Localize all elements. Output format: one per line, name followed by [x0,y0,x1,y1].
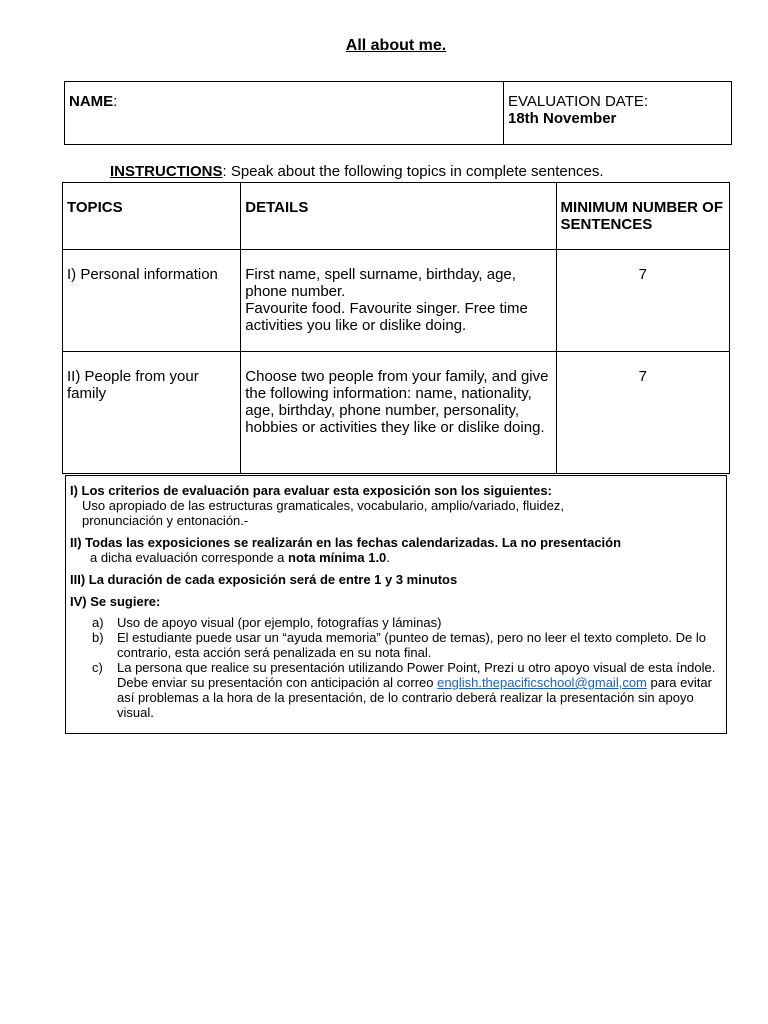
details-cell: Choose two people from your family, and give the following information: name, nationality, age, birthday, phone number, personality, hobbies or activities they like or dislike doing. [241,352,556,474]
instructions [110,163,604,180]
header-details: DETAILS [241,183,556,250]
criteria-1-title: I) Los criterios de evaluación para evaluar esta exposición son los siguientes: [70,483,552,498]
list-item-text-pre: La persona que realice su presentación utilizando Power Point, Prezi u otro apoyo visual de esta índole. Debe enviar su presentación con anticipación al correo [117,660,716,690]
min-sentences-cell: 7 [556,352,729,474]
criteria-4 [70,594,722,720]
topic-cell: II) People from your family [63,352,241,474]
list-item-letter: a) [92,615,104,630]
criteria-1 [70,483,722,528]
criteria-1-line: pronunciación y entonación.- [82,513,249,528]
list-item-text: El estudiante puede usar un “ayuda memoria” (punteo de temas), pero no leer el texto completo. De lo contrario, esta acción será penalizada en su nota final. [117,630,706,660]
criteria-1-line: Uso apropiado de las estructuras gramaticales, vocabulario, amplio/variado, fluidez, [82,498,564,513]
table-row [63,352,730,474]
page-title: All about me. [345,37,447,54]
student-header-box [64,81,732,145]
criteria-3 [70,572,722,587]
evaluation-date-field [504,82,731,144]
list-item [70,615,722,630]
name-field[interactable] [65,82,504,144]
criteria-2-text [70,550,722,565]
table-header-row [63,183,730,250]
details-cell [241,250,556,352]
topics-table [62,182,730,474]
email-link[interactable]: english.thepacificschool@gmail,com [437,675,647,690]
table-row [63,250,730,352]
list-item-letter: c) [92,660,103,675]
list-item [70,660,722,720]
criteria-2-text-post: . [386,550,390,565]
suggestions-list [70,615,722,720]
name-colon: : [113,93,118,110]
list-item-letter: b) [92,630,104,645]
details-line: First name, spell surname, birthday, age, phone number. [245,266,516,300]
criteria-2-min-grade: nota mínima 1.0 [288,550,387,565]
header-topics: TOPICS [63,183,241,250]
criteria-2-text-pre: a dicha evaluación corresponde a [90,550,289,565]
header-min-sentences: MINIMUM NUMBER OF SENTENCES [556,183,729,250]
list-item [70,630,722,660]
criteria-2 [70,535,722,565]
name-label: NAME [69,93,114,110]
list-item-text [117,660,722,720]
instructions-text: : Speak about the following topics in complete sentences. [222,163,604,180]
evaluation-date-value: 18th November [508,110,617,127]
list-item-text: Uso de apoyo visual (por ejemplo, fotografías y láminas) [117,615,442,630]
details-line: Favourite food. Favourite singer. Free time activities you like or dislike doing. [245,300,528,334]
evaluation-criteria-box [65,475,727,734]
list-item-text-post: para evitar así problemas a la hora de la presentación, de lo contrario deberá realizar la presentación sin apoyo visual. [117,675,712,720]
evaluation-date-label: EVALUATION DATE: [508,93,649,110]
topic-cell: I) Personal information [63,250,241,352]
criteria-4-title: IV) Se sugiere: [70,594,161,609]
min-sentences-cell: 7 [556,250,729,352]
instructions-label: INSTRUCTIONS [110,163,223,180]
criteria-2-title: II) Todas las exposiciones se realizarán en las fechas calendarizadas. La no presentación [70,535,622,550]
criteria-3-title: III) La duración de cada exposición será de entre 1 y 3 minutos [70,572,458,587]
